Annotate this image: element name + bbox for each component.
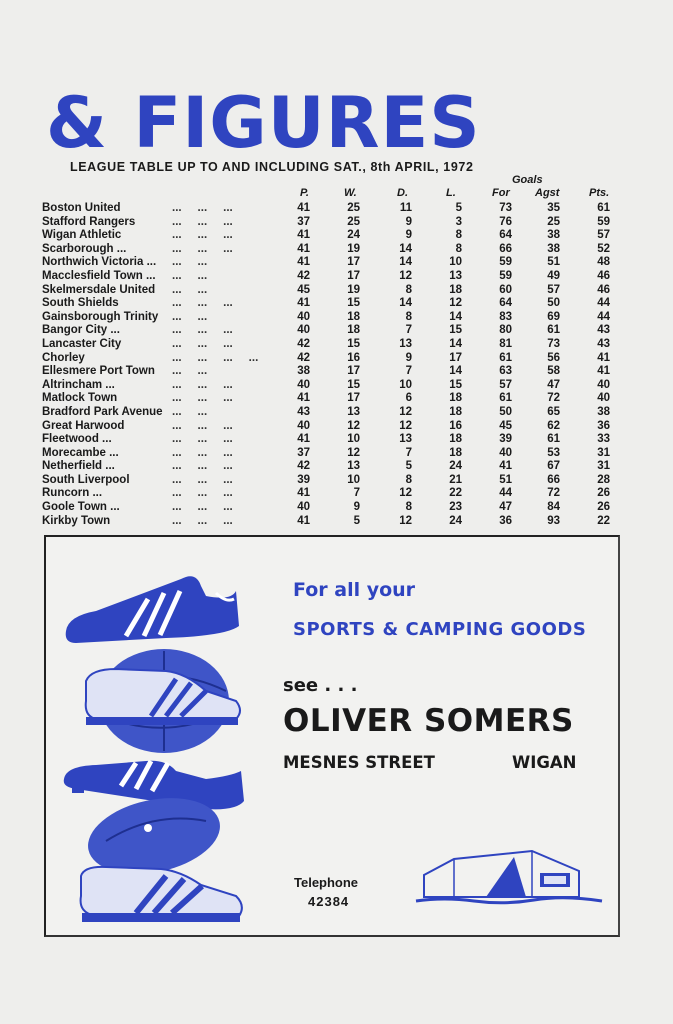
team-name: Bangor City ... [42, 324, 120, 337]
cell-f: 63 [499, 365, 512, 378]
cell-f: 60 [499, 283, 512, 296]
leader-dots: ... ... ... [172, 202, 233, 214]
team-name: Great Harwood [42, 419, 125, 432]
cell-l: 14 [449, 365, 462, 378]
shop-town: WIGAN [512, 753, 577, 772]
telephone-number: 42384 [308, 894, 350, 909]
cell-a: 72 [547, 392, 560, 405]
team-name: Stafford Rangers [42, 215, 136, 228]
cell-l: 3 [455, 215, 462, 228]
table-row [0, 284, 673, 298]
cell-w: 24 [347, 229, 360, 242]
leader-dots: ... ... [172, 365, 208, 378]
cell-d: 5 [405, 460, 412, 473]
cell-w: 10 [347, 473, 360, 486]
leader-dots: ... ... ... [172, 378, 233, 391]
cell-a: 69 [547, 310, 560, 323]
cell-l: 10 [449, 256, 462, 269]
cell-w: 13 [347, 405, 360, 418]
leader-dots: ... ... ... [172, 324, 233, 337]
sports-goods-illustration [56, 551, 256, 926]
table-row [0, 487, 673, 501]
cell-pts: 52 [597, 242, 610, 255]
table-row [0, 392, 673, 406]
cell-l: 18 [449, 405, 462, 418]
cell-f: 59 [499, 256, 512, 269]
cell-d: 13 [399, 337, 412, 350]
cell-f: 41 [499, 460, 512, 473]
cell-f: 39 [499, 433, 512, 446]
cell-l: 16 [449, 419, 462, 432]
cell-pts: 28 [597, 473, 610, 486]
leader-dots: ... ... ... [172, 460, 233, 473]
cell-f: 45 [499, 419, 512, 432]
cell-d: 12 [399, 514, 412, 527]
cell-p: 41 [297, 202, 310, 214]
cell-w: 16 [347, 351, 360, 364]
leader-dots: ... ... ... [172, 215, 233, 228]
table-row [0, 515, 673, 529]
cell-p: 42 [297, 269, 310, 282]
cell-w: 25 [347, 215, 360, 228]
cell-w: 13 [347, 460, 360, 473]
cell-w: 12 [347, 446, 360, 459]
cell-f: 61 [499, 392, 512, 405]
table-row [0, 338, 673, 352]
cell-a: 73 [547, 337, 560, 350]
cell-d: 7 [405, 446, 412, 459]
shop-street: MESNES STREET [283, 753, 435, 772]
cell-l: 12 [449, 297, 462, 310]
cell-w: 17 [347, 392, 360, 405]
cell-a: 56 [547, 351, 560, 364]
cell-l: 15 [449, 378, 462, 391]
cell-l: 21 [449, 473, 462, 486]
cell-p: 38 [297, 365, 310, 378]
cell-pts: 40 [597, 392, 610, 405]
cell-l: 22 [449, 487, 462, 500]
cell-a: 51 [547, 256, 560, 269]
table-row [0, 311, 673, 325]
cell-p: 41 [297, 229, 310, 242]
team-name: Bradford Park Avenue [42, 405, 163, 418]
cell-a: 38 [547, 242, 560, 255]
cell-w: 25 [347, 202, 360, 214]
team-name: Goole Town ... [42, 501, 120, 514]
cell-d: 14 [399, 242, 412, 255]
col-goals-against: Agst [535, 187, 560, 199]
team-name: Ellesmere Port Town [42, 365, 155, 378]
cell-f: 47 [499, 501, 512, 514]
cell-pts: 26 [597, 487, 610, 500]
col-lost: L. [446, 187, 456, 199]
cell-d: 7 [405, 324, 412, 337]
cell-w: 9 [353, 501, 360, 514]
advertisement [44, 535, 620, 937]
cell-w: 19 [347, 242, 360, 255]
table-row [0, 256, 673, 270]
cell-p: 37 [297, 446, 310, 459]
cell-f: 66 [499, 242, 512, 255]
team-name: Matlock Town [42, 392, 118, 405]
team-name: Northwich Victoria ... [42, 256, 157, 269]
team-name: Kirkby Town [42, 514, 111, 527]
table-row [0, 365, 673, 379]
cell-f: 81 [499, 337, 512, 350]
col-points: Pts. [589, 187, 610, 199]
team-name: Skelmersdale United [42, 283, 156, 296]
cell-l: 14 [449, 310, 462, 323]
team-name: Scarborough ... [42, 242, 127, 255]
leader-dots: ... ... ... [172, 297, 233, 310]
cell-pts: 31 [597, 446, 610, 459]
cell-p: 41 [297, 487, 310, 500]
cell-l: 18 [449, 433, 462, 446]
table-row [0, 229, 673, 243]
cell-l: 8 [455, 242, 462, 255]
cell-w: 15 [347, 297, 360, 310]
cell-a: 65 [547, 405, 560, 418]
cell-p: 42 [297, 337, 310, 350]
team-name: Chorley [42, 351, 85, 364]
cell-a: 50 [547, 297, 560, 310]
cell-w: 15 [347, 337, 360, 350]
cell-pts: 46 [597, 269, 610, 282]
cell-l: 24 [449, 514, 462, 527]
cell-a: 38 [547, 229, 560, 242]
cell-a: 84 [547, 501, 560, 514]
cell-p: 41 [297, 256, 310, 269]
cell-a: 47 [547, 378, 560, 391]
cell-pts: 59 [597, 215, 610, 228]
football-boot-icon [66, 576, 239, 643]
leader-dots: ... ... ... [172, 433, 233, 446]
cell-w: 17 [347, 256, 360, 269]
cell-d: 8 [405, 310, 412, 323]
cell-l: 18 [449, 392, 462, 405]
cell-l: 23 [449, 501, 462, 514]
training-shoe-icon [81, 867, 242, 922]
table-row [0, 270, 673, 284]
cell-f: 59 [499, 269, 512, 282]
cell-d: 12 [399, 269, 412, 282]
cell-d: 8 [405, 501, 412, 514]
leader-dots: ... ... ... [172, 514, 233, 527]
leader-dots: ... ... [172, 269, 208, 282]
table-row [0, 420, 673, 434]
cell-a: 25 [547, 215, 560, 228]
cell-p: 42 [297, 351, 310, 364]
leader-dots: ... ... ... [172, 446, 233, 459]
cell-w: 17 [347, 269, 360, 282]
league-table [0, 202, 673, 528]
cell-p: 41 [297, 242, 310, 255]
table-row [0, 501, 673, 515]
cell-w: 5 [353, 514, 360, 527]
cell-p: 40 [297, 501, 310, 514]
cell-pts: 44 [597, 297, 610, 310]
cell-f: 44 [499, 487, 512, 500]
cell-f: 76 [499, 215, 512, 228]
cell-l: 18 [449, 446, 462, 459]
cell-a: 62 [547, 419, 560, 432]
cell-pts: 36 [597, 419, 610, 432]
cell-f: 80 [499, 324, 512, 337]
cell-d: 6 [405, 392, 412, 405]
team-name: South Shields [42, 297, 119, 310]
cell-f: 64 [499, 297, 512, 310]
cell-l: 15 [449, 324, 462, 337]
cell-d: 14 [399, 297, 412, 310]
cell-pts: 38 [597, 405, 610, 418]
goals-header: Goals [512, 174, 543, 186]
cell-pts: 41 [597, 365, 610, 378]
team-name: Gainsborough Trinity [42, 310, 159, 323]
cell-d: 8 [405, 283, 412, 296]
cell-w: 15 [347, 378, 360, 391]
cell-a: 58 [547, 365, 560, 378]
cell-w: 17 [347, 365, 360, 378]
cell-w: 18 [347, 310, 360, 323]
cell-w: 19 [347, 283, 360, 296]
table-row [0, 379, 673, 393]
cell-p: 40 [297, 419, 310, 432]
cell-f: 51 [499, 473, 512, 486]
col-played: P. [300, 187, 309, 199]
table-row [0, 433, 673, 447]
cell-pts: 33 [597, 433, 610, 446]
team-name: Netherfield ... [42, 460, 115, 473]
table-row [0, 324, 673, 338]
leader-dots: ... ... ... [172, 229, 233, 242]
league-table-subtitle: LEAGUE TABLE UP TO AND INCLUDING SAT., 8th APRIL, 1972 [70, 160, 474, 174]
leader-dots: ... ... ... [172, 392, 233, 405]
cell-pts: 22 [597, 514, 610, 527]
cell-pts: 31 [597, 460, 610, 473]
cell-pts: 26 [597, 501, 610, 514]
cell-w: 7 [353, 487, 360, 500]
cell-f: 64 [499, 229, 512, 242]
ad-line-goods: SPORTS & CAMPING GOODS [293, 619, 587, 640]
leader-dots: ... ... [172, 256, 208, 269]
cell-l: 13 [449, 269, 462, 282]
leader-dots: ... ... ... [172, 487, 233, 500]
cell-p: 41 [297, 433, 310, 446]
telephone-label: Telephone [294, 875, 359, 890]
cell-a: 35 [547, 202, 560, 214]
cell-l: 8 [455, 229, 462, 242]
team-name: South Liverpool [42, 473, 130, 486]
leader-dots: ... ... ... [172, 419, 233, 432]
cell-p: 43 [297, 405, 310, 418]
ad-see: see . . . [283, 675, 358, 696]
cell-f: 40 [499, 446, 512, 459]
cell-d: 12 [399, 405, 412, 418]
leader-dots: ... ... ... [172, 337, 233, 350]
table-row [0, 447, 673, 461]
tent-icon [416, 851, 602, 903]
team-name: Altrincham ... [42, 378, 115, 391]
table-row [0, 297, 673, 311]
cell-d: 12 [399, 419, 412, 432]
cell-a: 49 [547, 269, 560, 282]
cell-pts: 44 [597, 310, 610, 323]
leader-dots: ... ... ... [172, 242, 233, 255]
cell-pts: 46 [597, 283, 610, 296]
cell-pts: 43 [597, 324, 610, 337]
cell-a: 61 [547, 324, 560, 337]
table-row [0, 406, 673, 420]
col-drawn: D. [397, 187, 408, 199]
team-name: Runcorn ... [42, 487, 103, 500]
table-row [0, 460, 673, 474]
leader-dots: ... ... ... [172, 473, 233, 486]
cell-p: 41 [297, 297, 310, 310]
cell-f: 57 [499, 378, 512, 391]
cell-l: 14 [449, 337, 462, 350]
cell-a: 57 [547, 283, 560, 296]
leader-dots: ... ... ... ... [172, 351, 259, 364]
team-name: Lancaster City [42, 337, 122, 350]
cell-w: 12 [347, 419, 360, 432]
cell-p: 42 [297, 460, 310, 473]
cell-d: 7 [405, 365, 412, 378]
cell-pts: 48 [597, 256, 610, 269]
cell-l: 5 [455, 202, 462, 214]
cell-l: 18 [449, 283, 462, 296]
cell-a: 93 [547, 514, 560, 527]
table-row [0, 202, 673, 216]
team-name: Macclesfield Town ... [42, 269, 156, 282]
leader-dots: ... ... [172, 310, 208, 323]
cell-pts: 57 [597, 229, 610, 242]
cell-f: 36 [499, 514, 512, 527]
team-name: Wigan Athletic [42, 229, 122, 242]
cell-a: 61 [547, 433, 560, 446]
cell-f: 50 [499, 405, 512, 418]
cell-w: 18 [347, 324, 360, 337]
table-row [0, 474, 673, 488]
cell-d: 14 [399, 256, 412, 269]
cell-pts: 61 [597, 202, 610, 214]
cell-pts: 40 [597, 378, 610, 391]
cell-d: 11 [399, 202, 412, 214]
cell-a: 72 [547, 487, 560, 500]
leader-dots: ... ... [172, 283, 208, 296]
table-row [0, 352, 673, 366]
cell-d: 9 [405, 229, 412, 242]
cell-p: 40 [297, 310, 310, 323]
col-goals-for: For [492, 187, 510, 199]
cell-f: 61 [499, 351, 512, 364]
cell-p: 41 [297, 392, 310, 405]
cell-p: 39 [297, 473, 310, 486]
cell-l: 17 [449, 351, 462, 364]
cell-f: 73 [499, 202, 512, 214]
cell-d: 8 [405, 473, 412, 486]
page-title: & FIGURES [46, 82, 481, 164]
team-name: Boston United [42, 202, 121, 214]
cell-d: 9 [405, 215, 412, 228]
table-row [0, 216, 673, 230]
cell-l: 24 [449, 460, 462, 473]
shop-name: OLIVER SOMERS [283, 703, 574, 739]
ad-line-for-all: For all your [293, 579, 416, 601]
cell-f: 83 [499, 310, 512, 323]
cell-a: 66 [547, 473, 560, 486]
col-won: W. [344, 187, 357, 199]
cell-d: 13 [399, 433, 412, 446]
cell-d: 12 [399, 487, 412, 500]
leader-dots: ... ... ... [172, 501, 233, 514]
cell-d: 10 [399, 378, 412, 391]
tent-illustration [414, 845, 604, 909]
cell-a: 67 [547, 460, 560, 473]
cell-p: 41 [297, 514, 310, 527]
cell-p: 40 [297, 324, 310, 337]
cell-pts: 43 [597, 337, 610, 350]
cell-pts: 41 [597, 351, 610, 364]
team-name: Morecambe ... [42, 446, 119, 459]
leader-dots: ... ... [172, 405, 208, 418]
cell-p: 37 [297, 215, 310, 228]
team-name: Fleetwood ... [42, 433, 112, 446]
table-row [0, 243, 673, 257]
cell-p: 45 [297, 283, 310, 296]
cell-w: 10 [347, 433, 360, 446]
cell-d: 9 [405, 351, 412, 364]
cell-p: 40 [297, 378, 310, 391]
cell-a: 53 [547, 446, 560, 459]
